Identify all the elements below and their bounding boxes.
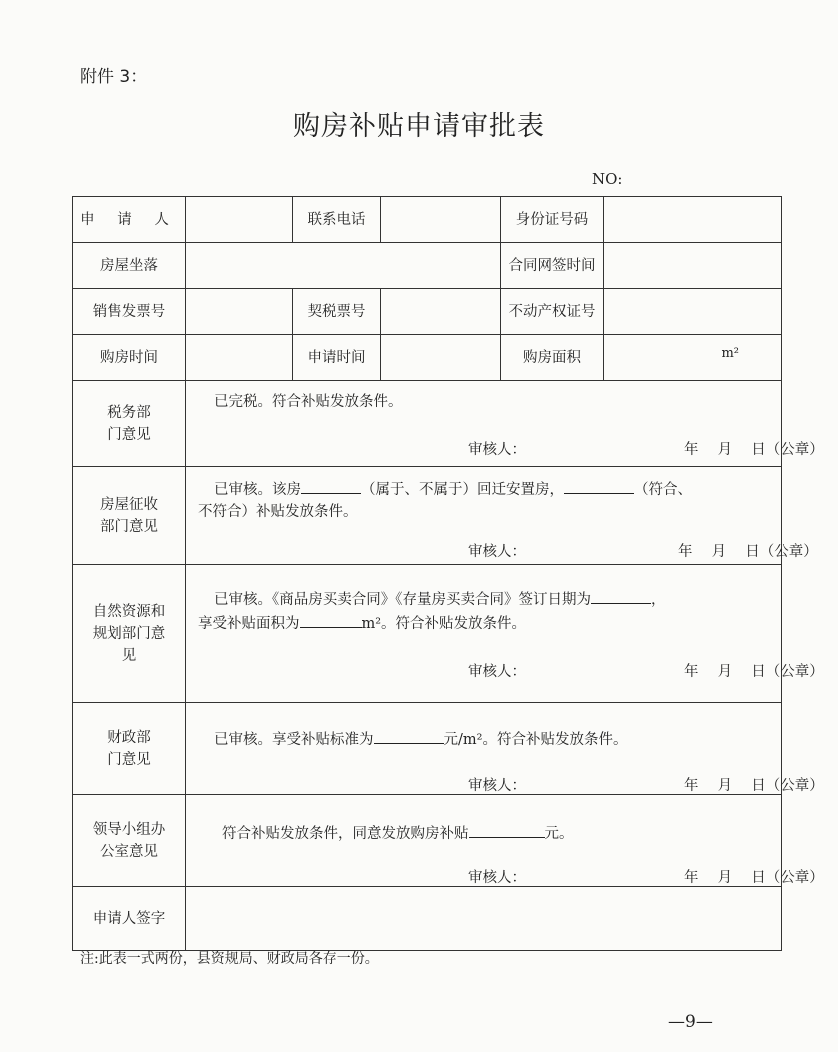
deed-tax-label: 契税票号	[293, 289, 381, 335]
leader-text: 符合补贴发放条件，同意发放购房补贴 元。	[222, 822, 771, 843]
apply-time-label: 申请时间	[293, 335, 381, 381]
expropriation-dept-opinion	[186, 467, 818, 565]
planning-date-seal: 年 月 日（公章）	[684, 663, 824, 680]
area-label: 购房面积	[501, 335, 604, 381]
subsidy-amount-blank[interactable]	[469, 823, 545, 838]
expropriation-text-line2: 不符合）补贴发放条件。	[198, 503, 358, 520]
leader-office-opinion	[186, 795, 824, 887]
expropriation-date-seal: 年 月 日（公章）	[678, 543, 818, 560]
leader-office-label: 领导小组办公室意见	[73, 795, 186, 887]
page-title: 购房补贴申请审批表	[293, 111, 545, 142]
planning-text-line1: 已审核。《商品房买卖合同》《存量房买卖合同》签订日期为 ，	[214, 588, 771, 609]
phone-label: 联系电话	[293, 197, 381, 243]
apply-time-value-cell[interactable]	[381, 335, 501, 381]
purchase-time-value-cell[interactable]	[186, 335, 293, 381]
phone-value-cell[interactable]	[381, 197, 501, 243]
number-label: NO:	[592, 170, 623, 188]
tax-date-seal: 年 月 日（公章）	[684, 441, 824, 458]
area-value-cell[interactable]	[604, 335, 782, 381]
finance-date-seal: 年 月 日（公章）	[684, 777, 824, 794]
leader-reviewer: 审核人：	[468, 869, 526, 886]
invoice-number-label: 销售发票号	[73, 289, 186, 335]
applicant-value-cell[interactable]	[186, 197, 293, 243]
sign-date-blank[interactable]	[591, 589, 651, 604]
expropriation-reviewer: 审核人：	[468, 543, 526, 560]
applicant-label: 申 请 人	[73, 197, 186, 243]
house-location-label: 房屋坐落	[73, 243, 186, 289]
planning-text-line2: 享受补贴面积为 m²。符合补贴发放条件。	[198, 612, 771, 633]
tax-dept-label: 税务部门意见	[73, 381, 186, 467]
leader-date-seal: 年 月 日（公章）	[684, 869, 824, 886]
applicant-signature-label: 申请人签字	[73, 887, 186, 951]
deed-tax-value-cell[interactable]	[381, 289, 501, 335]
finance-dept-label: 财政部门意见	[73, 703, 186, 795]
application-form-table	[72, 196, 824, 951]
property-cert-label: 不动产权证号	[501, 289, 604, 335]
planning-dept-opinion	[186, 565, 824, 703]
expropriation-dept-label: 房屋征收部门意见	[73, 467, 186, 565]
footnote: 注:此表一式两份，县资规局、财政局各存一份。	[80, 951, 379, 967]
finance-dept-opinion	[186, 703, 824, 795]
finance-reviewer: 审核人：	[468, 777, 526, 794]
compliance-blank[interactable]	[564, 479, 634, 494]
subsidy-standard-blank[interactable]	[374, 729, 444, 744]
purchase-time-label: 购房时间	[73, 335, 186, 381]
finance-text: 已审核。享受补贴标准为 元/m²。符合补贴发放条件。	[214, 728, 771, 749]
contract-time-label: 合同网签时间	[501, 243, 604, 289]
house-blank[interactable]	[301, 479, 361, 494]
id-number-value-cell[interactable]	[604, 197, 782, 243]
expropriation-text-line1: 已审核。该房 （属于、不属于）回迁安置房， （符合、	[214, 478, 771, 499]
planning-reviewer: 审核人：	[468, 663, 526, 680]
contract-time-value-cell[interactable]	[604, 243, 782, 289]
applicant-signature-cell[interactable]	[186, 887, 782, 951]
subsidy-area-blank[interactable]	[300, 613, 362, 628]
house-location-value-cell[interactable]	[186, 243, 501, 289]
tax-dept-opinion	[186, 381, 824, 467]
tax-reviewer: 审核人：	[468, 441, 526, 458]
id-number-label: 身份证号码	[501, 197, 604, 243]
attachment-label: 附件 3：	[80, 67, 148, 87]
invoice-number-value-cell[interactable]	[186, 289, 293, 335]
tax-dept-text: 已完税。符合补贴发放条件。	[214, 393, 403, 410]
area-unit: m²	[721, 345, 739, 361]
planning-dept-label: 自然资源和规划部门意见	[73, 565, 186, 703]
page-number: —9—	[668, 1012, 713, 1032]
property-cert-value-cell[interactable]	[604, 289, 782, 335]
